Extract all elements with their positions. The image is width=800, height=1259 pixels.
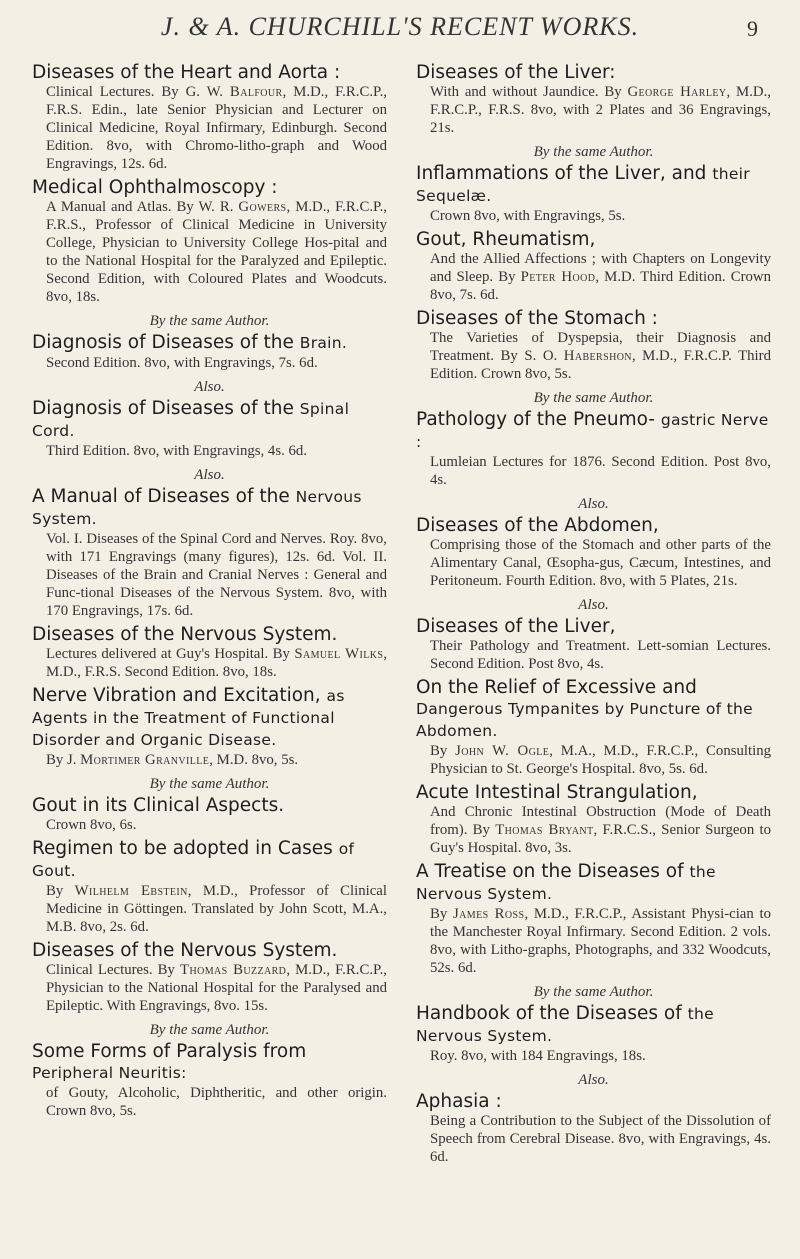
book-title	[416, 1003, 771, 1047]
description-text: Roy. 8vo, with 184 Engravings, 18s.	[430, 1048, 646, 1064]
description-text: Second Edition. 8vo, with Engravings, 7s. 6d.	[46, 355, 318, 371]
book-title-main: Handbook of the Diseases of	[416, 1003, 682, 1024]
book-entry	[416, 1091, 771, 1166]
book-description	[32, 442, 387, 460]
book-description	[416, 742, 771, 778]
book-title	[32, 177, 387, 198]
book-entry	[32, 624, 387, 681]
book-title	[32, 62, 387, 83]
description-text: , M.D. Third Edition. Crown 8vo, 7s. 6d.	[430, 269, 771, 303]
book-title-main: A Manual of Diseases of the	[32, 486, 290, 507]
book-description	[416, 453, 771, 489]
book-description	[32, 198, 387, 306]
page-number: 9	[747, 16, 758, 41]
book-title-main: On the Relief of Excessive and	[416, 677, 697, 698]
description-text: , M.D., F.R.C.P., F.R.S., Professor of Clinical Medicine in University College, Physician to University College Hos-pital and to the National Hospital for the Paralyzed and Epileptic. Second Edition, with Coloured Plates and Woodcuts. 8vo, 18s.	[46, 199, 387, 305]
book-description	[416, 250, 771, 304]
book-entry	[416, 229, 771, 304]
book-title-main: Inflammations of the Liver, and	[416, 163, 707, 184]
book-entry	[416, 1003, 771, 1065]
book-title-continued: Spinal Cord.	[32, 400, 350, 440]
book-description	[416, 1112, 771, 1166]
book-title	[32, 486, 387, 530]
book-title-main: Some Forms of Paralysis from	[32, 1041, 307, 1062]
book-title	[416, 409, 771, 453]
description-text: By	[430, 906, 453, 922]
author-note: Also.	[194, 467, 225, 483]
book-title-main: Diseases of the Heart and Aorta :	[32, 62, 341, 83]
running-title: J. & A. CHURCHILL'S RECENT WORKS.	[160, 12, 640, 41]
description-text: Crown 8vo, with Engravings, 5s.	[430, 208, 626, 224]
book-entry	[32, 62, 387, 173]
book-entry	[32, 1041, 387, 1120]
book-title	[416, 616, 771, 637]
running-head	[0, 10, 800, 48]
description-text: , M.D., F.R.C.P., Physician to the National Hospital for the Paralysed and Epileptic. With Engravings, 8vo. 15s.	[46, 962, 387, 1014]
book-title-continued: their Sequelæ.	[416, 165, 750, 205]
book-entry	[32, 398, 387, 460]
book-description	[32, 961, 387, 1015]
book-title-main: Diseases of the Stomach :	[416, 308, 658, 329]
book-entry	[32, 486, 387, 620]
book-entry	[416, 163, 771, 225]
author-name: Samuel Wilks	[294, 646, 384, 662]
book-title-main: A Treatise on the Diseases of	[416, 861, 684, 882]
description-text: And the Allied Affections ; with Chapters on Longevity and Sleep. By	[430, 251, 771, 285]
book-entry	[32, 177, 387, 306]
book-entry	[32, 795, 387, 834]
book-title	[416, 62, 771, 83]
author-name: Peter Hood	[520, 269, 596, 285]
book-description	[416, 1047, 771, 1065]
right-column	[416, 62, 771, 1252]
book-description	[32, 645, 387, 681]
author-name: Mortimer Granville	[80, 752, 210, 768]
book-title	[416, 677, 771, 742]
book-title	[416, 861, 771, 905]
description-text: , M.D., Professor of Clinical Medicine in Göttingen. Translated by John Scott, M.A., M.B. 8vo, 2s. 6d.	[46, 883, 387, 935]
book-title	[32, 624, 387, 645]
author-note: By the same Author.	[533, 390, 654, 406]
book-title-main: Diseases of the Nervous System.	[32, 624, 338, 645]
author-name: George Harley	[627, 84, 727, 100]
book-description	[416, 803, 771, 857]
author-note: By the same Author.	[533, 144, 654, 160]
book-title	[32, 795, 387, 816]
book-title-main: Diseases of the Nervous System.	[32, 940, 338, 961]
author-note: Also.	[194, 379, 225, 395]
description-text: , M.D. 8vo, 5s.	[209, 752, 299, 768]
book-entry	[416, 616, 771, 673]
book-entry	[416, 62, 771, 137]
book-description	[416, 207, 771, 225]
book-entry	[32, 940, 387, 1015]
book-title-main: Diseases of the Abdomen,	[416, 515, 659, 536]
description-text: And Chronic Intestinal Obstruction (Mode of Death from). By	[430, 804, 771, 838]
description-text: Being a Contribution to the Subject of the Dissolution of Speech from Cerebral Disease. 8vo, with Engravings, 4s. 6d.	[430, 1113, 771, 1165]
author-name: Wilhelm Ebstein	[74, 883, 188, 899]
left-column	[32, 62, 387, 1252]
description-text: Clinical Lectures. By	[46, 962, 181, 978]
book-entry	[416, 308, 771, 383]
description-text: Comprising those of the Stomach and other parts of the Alimentary Canal, Œsopha-gus, Cæcum, Intestines, and Peritoneum. Fourth Edition. 8vo, with 5 Plates, 21s.	[430, 537, 771, 589]
book-title-main: Diseases of the Liver,	[416, 616, 616, 637]
book-description	[32, 354, 387, 372]
book-entry	[32, 838, 387, 936]
book-description	[32, 83, 387, 173]
book-title-continued: as Agents in the Treatment of Functional Disorder and Organic Disease.	[32, 687, 345, 749]
author-name: John W. Ogle	[455, 743, 550, 759]
author-name: James Ross	[453, 906, 525, 922]
book-title	[32, 398, 387, 442]
book-entry	[416, 861, 771, 977]
description-text: , M.D., F.R.C.P. Third Edition. Crown 8vo, 5s.	[430, 348, 771, 382]
book-title	[416, 1091, 771, 1112]
book-description	[416, 83, 771, 137]
book-entry	[32, 332, 387, 372]
author-name: Balfour	[229, 84, 283, 100]
book-title	[416, 229, 771, 250]
book-description	[32, 1084, 387, 1120]
description-text: By	[430, 743, 456, 759]
description-text: Crown 8vo, 6s.	[46, 817, 137, 833]
book-title	[416, 515, 771, 536]
description-text: A Manual and Atlas. By W. R.	[46, 199, 239, 215]
book-description	[416, 536, 771, 590]
description-text: , M.D., F.R.C.P., Assistant Physi-cian to the Manchester Royal Infirmary. Second Edition. 2 vols. 8vo, with Litho-graphs, Photographs, and 332 Woodcuts, 52s. 6d.	[430, 906, 771, 976]
book-title-main: Acute Intestinal Strangulation,	[416, 782, 698, 803]
book-title-main: Diseases of the Liver:	[416, 62, 616, 83]
description-text: Lectures delivered at Guy's Hospital. By	[46, 646, 295, 662]
description-text: , M.D., F.R.C.P., F.R.S. Edin., late Senior Physician and Lecturer on Clinical Medicine, Royal Infirmary, Edinburgh. Second Edition. 8vo, with Chromo-litho-graph and Wood Engravings, 12s. 6d.	[46, 84, 387, 172]
book-description	[416, 329, 771, 383]
book-description	[32, 816, 387, 834]
description-text: , M.D., F.R.C.P., F.R.S. 8vo, with 2 Plates and 36 Engravings, 21s.	[430, 84, 771, 136]
book-title-main: Gout, Rheumatism,	[416, 229, 596, 250]
book-title-continued: Nervous System.	[32, 488, 362, 528]
book-title-main: Aphasia :	[416, 1091, 502, 1112]
book-description	[32, 751, 387, 769]
author-note: By the same Author.	[149, 1022, 270, 1038]
description-text: , M.D., F.R.S. Second Edition. 8vo, 18s.	[46, 646, 387, 680]
description-text: Clinical Lectures. By G. W.	[46, 84, 230, 100]
author-note: Also.	[578, 496, 609, 512]
book-title	[32, 685, 387, 751]
book-entry	[32, 685, 387, 769]
book-title-main: Regimen to be adopted in Cases	[32, 838, 333, 859]
book-description	[32, 530, 387, 620]
description-text: By	[46, 883, 75, 899]
book-entry	[416, 515, 771, 590]
book-title-main: Medical Ophthalmoscopy :	[32, 177, 278, 198]
description-text: Third Edition. 8vo, with Engravings, 4s. 6d.	[46, 443, 307, 459]
book-title	[32, 1041, 387, 1084]
description-text: Vol. I. Diseases of the Spinal Cord and Nerves. Roy. 8vo, with 171 Engravings (many figures), 12s. 6d. Vol. II. Diseases of the Brain and Cranial Nerves : General and Func-tional Diseases of the Nervous System. 8vo, with 170 Engravings, 17s. 6d.	[46, 531, 387, 619]
description-text: Lumleian Lectures for 1876. Second Edition. Post 8vo, 4s.	[430, 454, 771, 488]
author-note: By the same Author.	[149, 313, 270, 329]
author-name: Habershon	[563, 348, 632, 364]
book-title	[32, 940, 387, 961]
book-title-continued: Brain.	[299, 334, 348, 352]
book-title-main: Diagnosis of Diseases of the	[32, 332, 294, 353]
description-text: , M.A., M.D., F.R.C.P., Consulting Physician to St. George's Hospital. 8vo, 5s. 6d.	[430, 743, 771, 777]
author-note: Also.	[578, 1072, 609, 1088]
book-title-continued: gastric Nerve :	[416, 411, 769, 451]
author-name: Thomas Buzzard	[180, 962, 287, 978]
author-note: By the same Author.	[533, 984, 654, 1000]
book-title	[416, 308, 771, 329]
book-title-continued: the Nervous System.	[416, 1005, 714, 1045]
book-title-main: Nerve Vibration and Excitation,	[32, 685, 321, 706]
book-entry	[416, 677, 771, 778]
book-title-main: Gout in its Clinical Aspects.	[32, 795, 285, 816]
book-title-main: Pathology of the Pneumo-	[416, 409, 655, 430]
book-title-continued: of Gout.	[32, 840, 355, 880]
book-title	[32, 332, 387, 354]
description-text: , F.R.C.S., Senior Surgeon to Guy's Hospital. 8vo, 3s.	[430, 822, 771, 856]
description-text: of Gouty, Alcoholic, Diphtheritic, and other origin. Crown 8vo, 5s.	[46, 1085, 387, 1119]
author-name: Gowers	[238, 199, 287, 215]
book-title-continued: the Nervous System.	[416, 863, 716, 903]
book-title-main: Diagnosis of Diseases of the	[32, 398, 294, 419]
book-title	[416, 782, 771, 803]
author-name: Thomas Bryant	[495, 822, 594, 838]
book-description	[416, 637, 771, 673]
author-note: By the same Author.	[149, 776, 270, 792]
description-text: The Varieties of Dyspepsia, their Diagnosis and Treatment. By S. O.	[430, 330, 771, 364]
book-description	[416, 905, 771, 977]
book-title	[416, 163, 771, 207]
description-text: With and without Jaundice. By	[430, 84, 628, 100]
description-text: Their Pathology and Treatment. Lett-somian Lectures. Second Edition. Post 8vo, 4s.	[430, 638, 771, 672]
description-text: By J.	[46, 752, 81, 768]
author-note: Also.	[578, 597, 609, 613]
book-title-continued: Peripheral Neuritis:	[32, 1064, 187, 1082]
book-entry	[416, 409, 771, 489]
book-title	[32, 838, 387, 882]
book-title-continued: Dangerous Tympanites by Puncture of the Abdomen.	[416, 700, 753, 740]
book-entry	[416, 782, 771, 857]
book-description	[32, 882, 387, 936]
